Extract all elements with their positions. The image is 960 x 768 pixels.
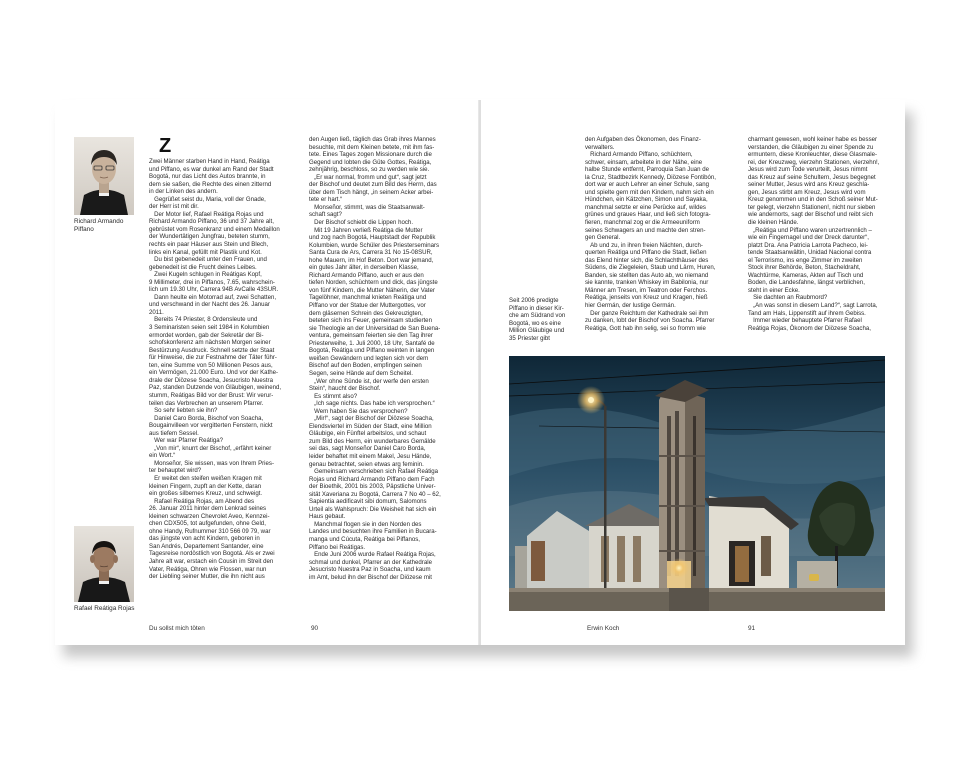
portrait-caption-reatiga: Rafael Reátiga Rojas	[74, 605, 135, 612]
author-name: Erwin Koch	[587, 625, 620, 632]
running-title: Du sollst mich töten	[149, 625, 205, 632]
church-photo	[509, 356, 885, 611]
text-column-2: den Augen ließ, täglich das Grab ihres Mannes besuchte, mit dem Kleinen betete, mit ihm fas- tete. Eines Tages zogen Missionare durch die Gegend und lobten die Güte Gottes, Reátiga, zehnjährig, beschloss, so zu werden wie sie. „Er war normal, fromm und gut“, sagt jetzt der Bischof und deutet zum Bild des Herrn, das über dem Tisch hängt, „in seinem Acker arbei- tete er hart.“ Monseñor, stimmt, was die Staatsanwalt- schaft sagt? Der Bischof schiebt die Lippen hoch. Mit 19 Jahren verließ Reátiga die Mutter und zog nach Bogotá, Hauptstadt der Republik Kolumbien, wurde Schüler des Priesterseminars Santa Cura de Ars, Carrera 31 No 15-08SUR, hohe Mauern, im Hof Beton. Dort war jemand, ein gutes Jahr älter, in derselben Klasse, Richard Armando Piffano, auch er aus den tiefen Norden, schüchtern und dick, das jüngste von fünf Kindern, die Mutter Näherin, der Vater Tagelöhner, manchmal knieten Reátiga und Piffano vor der Statue der Muttergottes, vor dem gläsernen Schrein des Gekreuzigten, beteten sich ins Feuer, gemeinsam studierten sie Theologie an der Universidad de San Buena- ventura, gemeinsam feierten sie den Tag ihrer Priesterweihe, 1. Juli 2000, 18 Uhr, Santafé de Bogotá, Reátiga und Piffano weinten in langen weißen Gewändern und legten sich vor dem Bischof auf den Boden, empfingen seinen Segen, seine Hände auf dem Scheitel. „Wer ohne Sünde ist, der werfe den ersten Stein“, haucht der Bischof. Es stimmt also? „Ich sage nichts. Das habe ich versprochen.“ Wem haben Sie das versprochen? „Mir!“, sagt der Bischof der Diözese Soacha, Elendsviertel im Süden der Stadt, eine Million Gläubige, ein Fünftel arbeitslos, und schaut zum Bild des Herrn, ein wunderbares Gemälde sei das, sagt Monseñor Daniel Caro Borda, leider behaftet mit einem Makel, Jesu Hände, genau betrachtet, seien etwas arg feminin. Gemeinsam verschrieben sich Rafael Reátiga Rojas und Richard Armando Piffano dem Fach der Bioethik, 2001 bis 2003, Päpstliche Univer- sität Xaveriana zu Bogotá, Carrera 7 No 40 – 62, Sapientia aedificavit sibi domum, Salomons Urteil als Wahlspruch: Die Weisheit hat sich ein Haus gebaut. Manchmal flogen sie in den Norden des Landes und besuchten ihre Familien in Bucara- manga und Cúcuta, Reátiga bei Piffanos, Piffano bei Reátigas. Ende Juni 2006 wurde Rafael Reátiga Rojas, schmal und dunkel, Pfarrer an der Kathedrale Jesucristo Nuestra Paz in Soacha, und kaum im Amt, belud ihn der Bischof der Diözese mit	[309, 136, 441, 581]
text-column-1: Zwei Männer starben Hand in Hand, Reátiga und Piffano, es war dunkel am Rand der Stadt Bogotá, nur das Licht des Autos brannte, in dem sie saßen, die Rechte des einen zitternd in der Linken des andern. Gegrüßet seist du, Maria, voll der Gnade, der Herr ist mit dir. Der Motor lief, Rafael Reátiga Rojas und Richard Armando Piffano, 36 und 37 Jahre alt, gebrüstet vom Rosenkranz und einem Medaillon der Wundertätigen Jungfrau, beteten stumm, rechts ein paar Häuser aus Stein und Blech, links ein Kanal, gefüllt mit Plastik und Kot. Du bist gebenedeit unter den Frauen, und gebenedeit ist die Frucht deines Leibes. Zwei Kugeln schlugen in Reátigas Kopf, 9 Millimeter, drei in Piffanos, 7.65, wahrschein- lich um 19.30 Uhr, Carrera 94B AvCalle 43SUR. Dann heulte ein Motorrad auf, zwei Schatten, und verschwand in der Nacht des 26. Januar 2011. Bereits 74 Priester, 8 Ordensleute und 3 Seminaristen seien seit 1984 in Kolumbien ermordet worden, gab der Sekretär der Bi- schofskonferenz am nächsten Morgen seiner Bestürzung Ausdruck. Schnell setzte der Staat für Hinweise, die zur Festnahme der Täter führ- ten, eine Summe von 50 Millionen Pesos aus, ein Vermögen, 21.000 Euro. Und vor der Kathe- drale der Diözese Soacha, Jesucristo Nuestra Paz, standen Dutzende von Gläubigen, weinend, stumm, Reátigas Bild vor der Brust: Wir verur- teilen das Verbrechen an unserem Pfarrer. So sehr liebten sie ihn? Daniel Caro Borda, Bischof von Soacha, Bougainvilleen vor vergitterten Fenstern, nickt aus tiefem Sessel. Wer war Pfarrer Reátiga? „Von mir“, knurrt der Bischof, „erfährt keiner ein Wort.“ Monseñor, Sie wissen, was von Ihrem Pries- ter behauptet wird? Er weitet den steifen weißen Kragen mit kleinen Fingern, zupft an der Kette, daran ein großes silbernes Kreuz, und schweigt. Rafael Reátiga Rojas, am Abend des 26. Januar 2011 hinter dem Lenkrad seines kleinen schwarzen Chevrolet Aveo, Kennzei- chen CDX505, tot aufgefunden, ohne Geld, ohne Handy, Rufnummer 310 566 09 79, war das jüngste von acht Kindern, geboren in San Andrés, Departement Santander, eine Tagesreise nordöstlich von Bogotá. Als er zwei Jahre alt war, erstach ein Cousin im Streit den Vater, Reátiga, Ohren wie Flossen, war nun der Liebling seiner Mutter, die ihn nicht aus	[149, 158, 282, 581]
left-page	[55, 100, 480, 645]
text-column-3: den Aufgaben des Ökonomen, des Finanz- verwalters. Richard Armando Piffano, schüchtern, schwer, einsam, arbeitete in der Nähe, eine halbe Stunde entfernt, Parroquia San Juan de la Cruz, Stadtbezirk Kennedy, Diözese Fontibón, dort war er auch Lehrer an einer Schule, sang und spielte gern mit den Kindern, nahm sich ein Hündchen, ein Kätzchen, Simon und Sayaka, manchmal setzte er eine Perücke auf, wildes grünes und graues Haar, und ließ sich fotogra- fieren, manchmal zog er die Armeeuniform seines Schwagers an und machte den stren- gen General. Ab und zu, in ihren freien Nächten, durch- querten Reátiga und Piffano die Stadt, ließen das Elend hinter sich, die Schlachthäuser des Südens, die Ziegeleien, Staub und Lärm, Huren, Banden, sie stellten das Auto ab, wo niemand sie kannte, tranken Whiskey im Babilonia, nur Männer am Tresen, im Teatron oder Ferchos. Reátiga, jenseits von Kreuz und Kragen, hieß hier Germán, der lustige Germán. Der ganze Reichtum der Kathedrale sei ihm zu danken, lobt der Bischof von Soacha. Pfarrer Reátiga, Gott hab ihn selig, sei so fromm wie	[585, 136, 716, 332]
text-column-4: charmant gewesen, wohl keiner habe es besser verstanden, die Gläubigen zu einer Spende zu ermuntern, diese Kronleuchter, diese Glasmale- rei, der Kreuzweg, vierzehn Stationen, vierzehn!, Jesus wird zum Tode verurteilt, Jesus nimmt das Kreuz auf seine Schultern, Jesus begegnet seiner Mutter, Jesus wird ans Kreuz geschla- gen, Jesus stirbt am Kreuz, Jesus wird vom Kreuz genommen und in den Schoß seiner Mut- ter gelegt, vierzehn Stationen!, nicht nur sieben wie andernorts, sagt der Bischof und reibt sich die kleinen Hände. „Reátiga und Piffano waren unzertrennlich – wie ein Fingernagel und der Dreck darunter“, platzt Dra. Ana Patricia Larrota Pacheco, lei- tende Staatsanwältin, Unidad Nacional contra el Terrorismo, ins enge Zimmer im zweiten Stock ihrer Behörde, Beton, Stacheldraht, Wachtürme, Kameras, Akten auf Tisch und Boden, die Landesfahne, längst verblichen, steht in einer Ecke. Sie dachten an Raubmord? „An was sonst in diesem Land?“, sagt Larrota, Tand am Hals, Lippenstift auf ihrem Gebiss. Immer wieder behauptete Pfarrer Rafael Reátiga Rojas, Ökonom der Diözese Soacha,	[748, 136, 880, 332]
portrait-reatiga	[74, 526, 134, 602]
page-number-right: 91	[748, 625, 756, 632]
book-spread	[55, 100, 905, 645]
drop-cap: Z	[159, 135, 172, 157]
right-page	[481, 100, 905, 645]
portrait-piffano	[74, 137, 134, 215]
photo-caption: Seit 2006 predigte Piffano in dieser Kir- che am Südrand von Bogotá, wo es eine Million Gläubige und 35 Priester gibt	[509, 297, 566, 342]
portrait-caption-piffano: Richard Armando Piffano	[74, 218, 124, 233]
page-number-left: 90	[311, 625, 319, 632]
